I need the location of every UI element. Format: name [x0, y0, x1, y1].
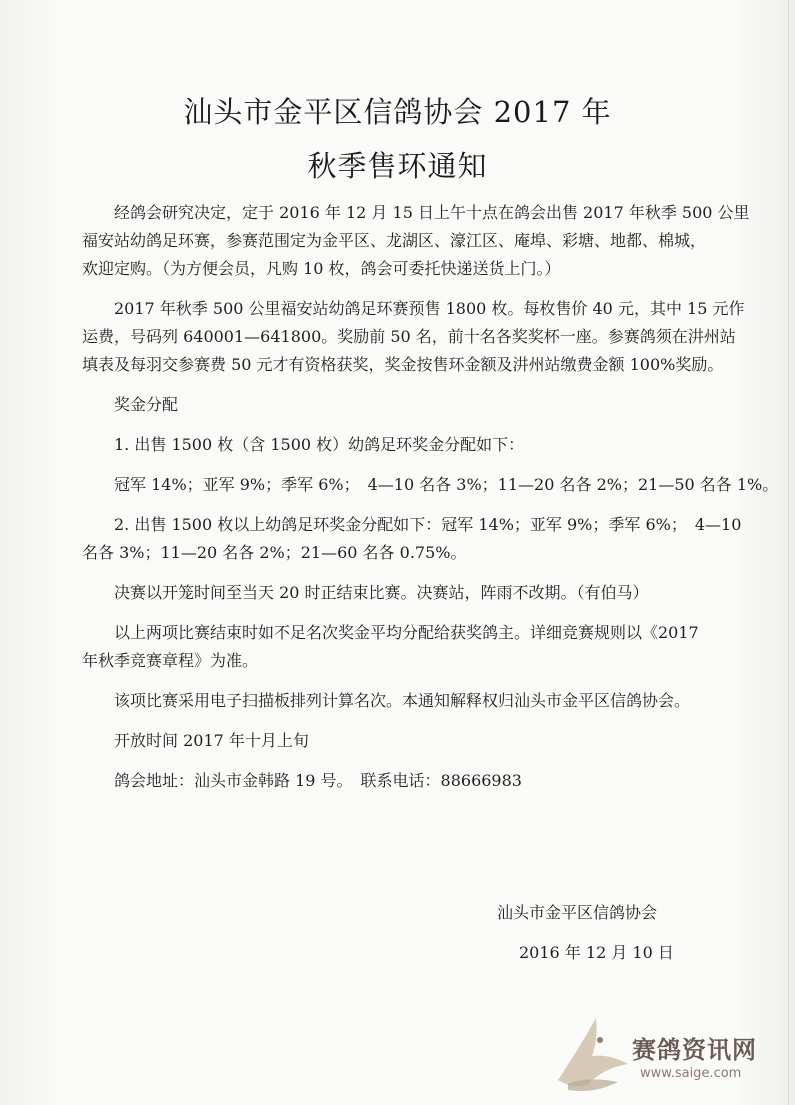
- paragraph: [82, 431, 762, 459]
- paragraph-line: 福安站幼鸽足环赛，参赛范围定为金平区、龙湖区、濠江区、庵埠、彩塘、地都、棉城，: [82, 231, 707, 250]
- pigeon-logo-icon: [548, 1010, 638, 1100]
- paragraph-line: 2017 年秋季 500 公里福安站幼鸽足环赛预售 1800 枚。每枚售价 40 元，其中 15 元作: [82, 299, 745, 318]
- doc-title-line1: 汕头市金平区信鸽协会 2017 年: [183, 95, 612, 129]
- paragraph-line: 1. 出售 1500 枚（含 1500 枚）幼鸽足环奖金分配如下：: [82, 435, 525, 454]
- signature-date: 2016 年 12 月 10 日: [519, 943, 674, 962]
- doc-title-line2: 秋季售环通知: [307, 149, 488, 183]
- watermark-logo: [548, 1010, 788, 1100]
- paragraph-line: 欢迎定购。（为方便会员，凡购 10 枚，鸽会可委托快递送货上门。）: [82, 259, 561, 278]
- paragraph: [82, 295, 762, 379]
- paragraph-line: 运费，号码列 640001—641800。奖励前 50 名，前十名各奖奖杯一座。参赛鸽须在汫州站: [82, 327, 736, 346]
- watermark-url: www.saige.com: [640, 1066, 742, 1081]
- watermark-text: 赛鸽资讯网: [632, 1036, 757, 1064]
- paragraph-line: 冠军 14%；亚军 9%；季军 6%； 4—10 名各 3%；11—20 名各 2%；21—50 名各 1%。: [82, 475, 779, 494]
- paragraph: [82, 619, 762, 675]
- paragraph: [82, 579, 762, 607]
- paragraph-line: 以上两项比赛结束时如不足名次奖金平均分配给获奖鸽主。详细竞赛规则以《2017: [82, 623, 699, 642]
- signature-org: 汕头市金平区信鸽协会: [497, 903, 658, 922]
- paragraph-line: 开放时间 2017 年十月上旬: [82, 731, 309, 750]
- paragraph: [82, 767, 762, 795]
- paragraph-line: 经鸽会研究决定，定于 2016 年 12 月 15 日上午十点在鸽会出售 2017 年秋季 500 公里: [82, 203, 750, 222]
- paragraph-line: 年秋季竞赛章程》为准。: [82, 651, 259, 670]
- paragraph-line: 2. 出售 1500 枚以上幼鸽足环奖金分配如下：冠军 14%；亚军 9%；季军 6%； 4—10: [82, 515, 742, 534]
- paragraph: [82, 727, 762, 755]
- paragraph: [82, 687, 762, 715]
- paragraph-line: 该项比赛采用电子扫描板排列计算名次。本通知解释权归汕头市金平区信鸽协会。: [82, 691, 691, 710]
- paragraph-line: 填表及每羽交参赛费 50 元才有资格获奖，奖金按售环金额及汫州站缴费金额 100%奖励。: [82, 355, 724, 374]
- paragraph: [82, 471, 779, 499]
- paragraph: [82, 511, 762, 567]
- paragraph-line: 鸽会地址：汕头市金韩路 19 号。 联系电话：88666983: [82, 771, 522, 790]
- paragraph-line: 决赛以开笼时间至当天 20 时正结束比赛。决赛站，阵雨不改期。（有伯马）: [82, 583, 649, 602]
- paragraph: [82, 391, 762, 419]
- paragraph-line: 名各 3%；11—20 名各 2%；21—60 名各 0.75%。: [82, 543, 467, 562]
- doc-body: [82, 199, 779, 807]
- paragraph-line: 奖金分配: [82, 395, 179, 414]
- paragraph: [82, 199, 762, 283]
